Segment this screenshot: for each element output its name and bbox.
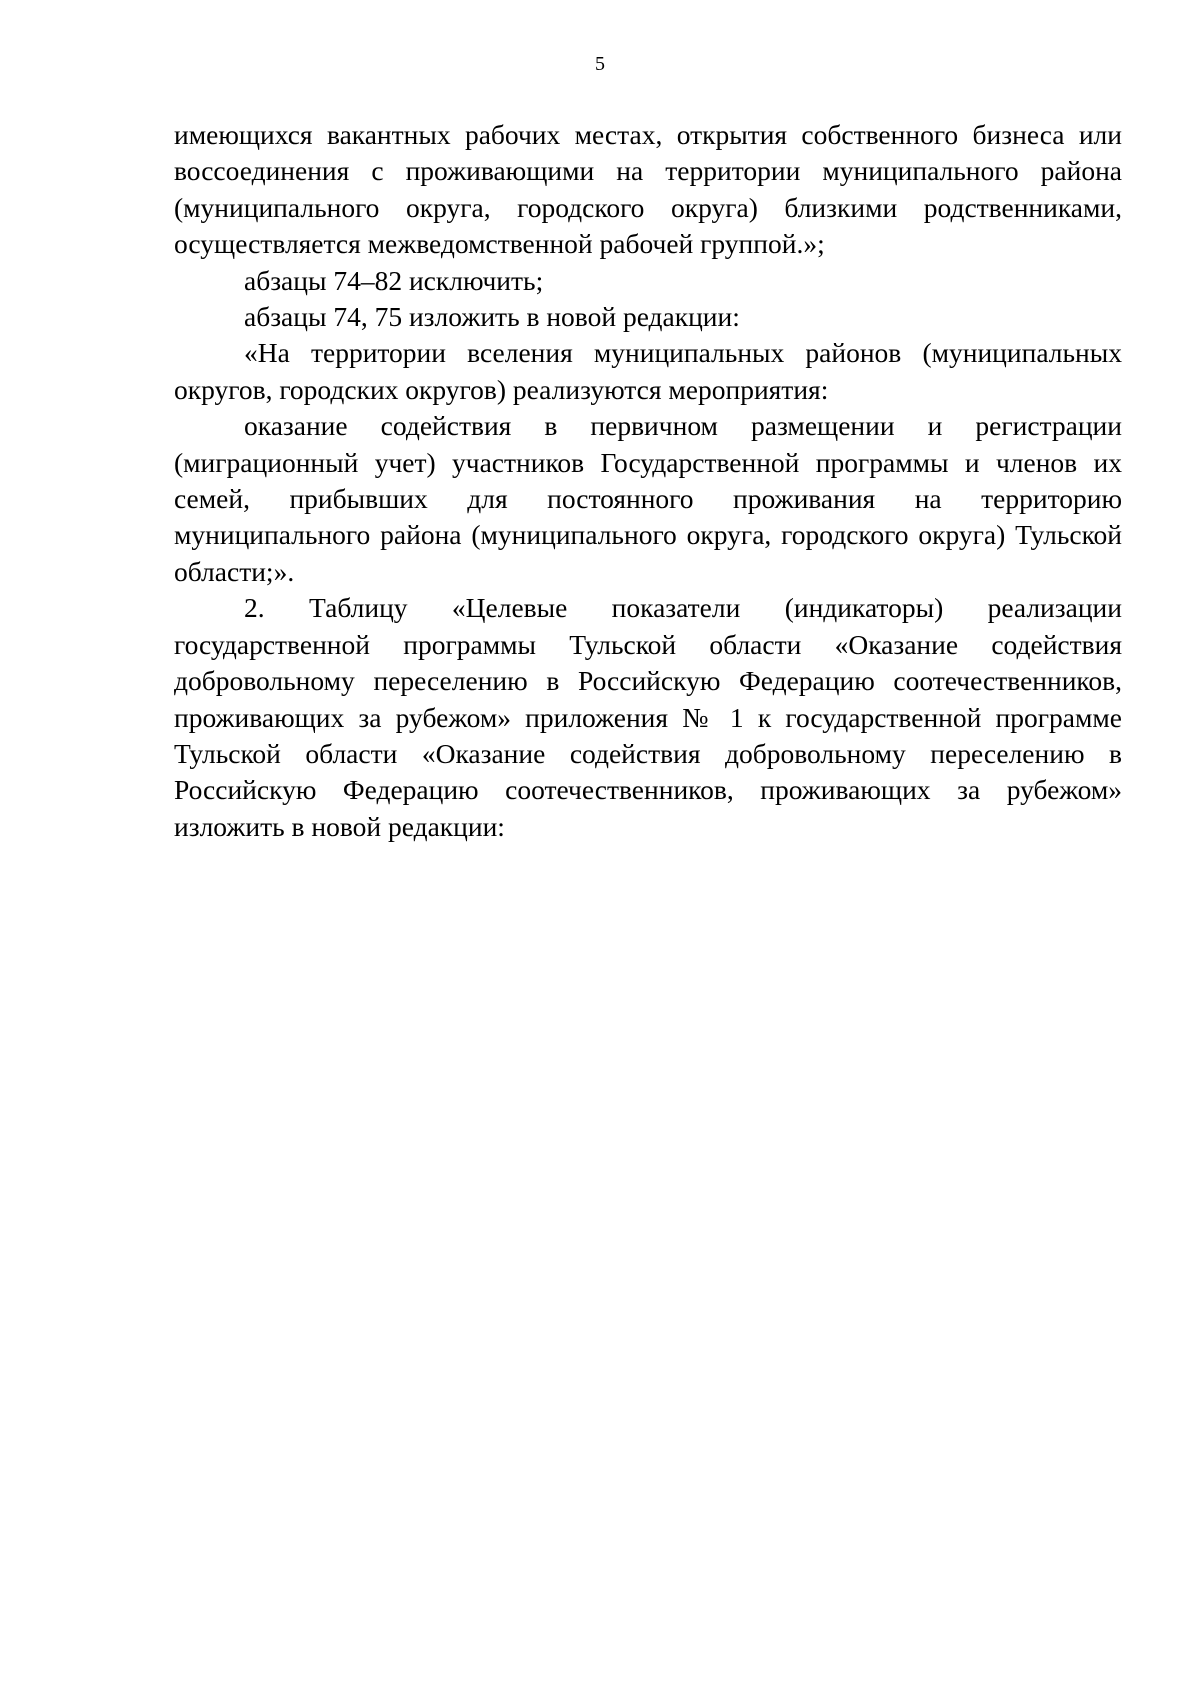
page-number: 5 <box>595 53 605 75</box>
paragraph-assistance: оказание содействия в первичном размещении и регистрации (миграционный учет) участников Государственной программы и членов их семей, прибывших для постоянного проживания на территорию муниципального района (муниципального округа, городского округа) Тульской области;». <box>174 410 1122 587</box>
document-body <box>174 117 1122 845</box>
paragraph-exclude-clauses: абзацы 74–82 исключить; <box>244 264 544 296</box>
paragraph-item-2: 2. Таблицу «Целевые показатели (индикаторы) реализации государственной программы Тульской области «Оказание содействия добровольному переселению в Российскую Федерацию соотечественников, проживающих за рубежом» приложения № 1 к государственной программе Тульской области «Оказание содействия добровольному переселению в Российскую Федерацию соотечественников, проживающих за рубежом» изложить в новой редакции: <box>174 592 1122 842</box>
paragraph-continuation: имеющихся вакантных рабочих местах, открытия собственного бизнеса или воссоединения с проживающими на территории муниципального района (муниципального округа, городского округа) близкими родственниками, осуществляется межведомственной рабочей группой.»; <box>174 119 1122 260</box>
paragraph-new-wording: абзацы 74, 75 изложить в новой редакции: <box>244 301 740 333</box>
paragraph-quoted-measures: «На территории вселения муниципальных районов (муниципальных округов, городских округов) реализуются мероприятия: <box>174 337 1122 405</box>
